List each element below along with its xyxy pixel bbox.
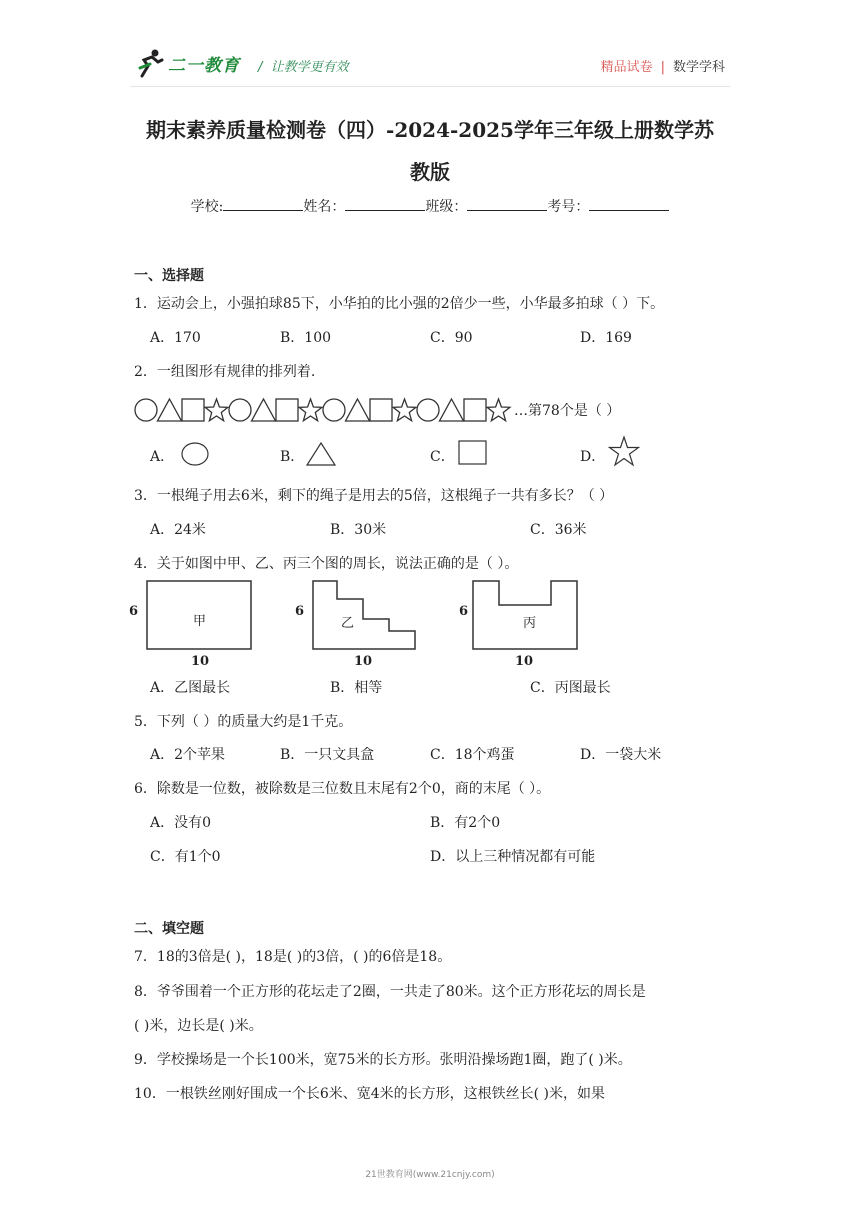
q5-option-c[interactable]: C．18个鸡蛋: [430, 747, 515, 763]
school-field[interactable]: [223, 198, 303, 211]
perimeter-figures: [125, 575, 585, 670]
q4-option-b[interactable]: B．相等: [330, 680, 383, 696]
q4-option-c[interactable]: C．丙图最长: [530, 680, 611, 696]
fig1-label: 甲: [193, 614, 207, 629]
sequence-triangle: [158, 399, 182, 421]
q1-option-c[interactable]: C．90: [430, 330, 473, 346]
student-info: [0, 196, 860, 216]
sequence-circle: [417, 399, 439, 421]
circle-icon: [180, 441, 210, 467]
sequence-square: [276, 399, 298, 421]
question-2: 2．一组图形有规律的排列着.: [134, 364, 316, 380]
page-title-line2: 教版: [410, 160, 450, 184]
question-3: 3．一根绳子用去6米，剩下的绳子是用去的5倍，这根绳子一共有多长？（ ）: [134, 488, 614, 504]
sequence-star: [393, 399, 416, 421]
brand-name: 二一教育: [168, 55, 240, 76]
q2-suffix: …第78个是（ ）: [514, 403, 621, 419]
name-label: 姓名：: [303, 199, 346, 215]
q2-option-d[interactable]: D．: [580, 449, 606, 465]
sequence-circle: [229, 399, 251, 421]
section-choice-heading: 一、选择题: [134, 268, 204, 284]
question-8-cont: ( )米，边长是( )米。: [134, 1018, 263, 1034]
q6-option-b[interactable]: B．有2个0: [430, 815, 501, 831]
sequence-star: [487, 399, 510, 421]
page-title: 期末素养质量检测卷（四）-2024-2025学年三年级上册数学苏: [146, 118, 714, 142]
q5-option-a[interactable]: A．2个苹果: [150, 747, 226, 763]
q4-option-a[interactable]: A．乙图最长: [150, 680, 231, 696]
header-tags: [601, 56, 725, 75]
fig2-staircase: [313, 581, 415, 649]
question-10: 10．一根铁丝刚好围成一个长6米、宽4米的长方形，这根铁丝长( )米，如果: [134, 1086, 606, 1102]
sequence-square: [370, 399, 392, 421]
square-icon: [458, 440, 488, 466]
sequence-star: [205, 399, 228, 421]
q1-option-a[interactable]: A．170: [150, 330, 201, 346]
star-icon: [608, 435, 640, 469]
question-9: 9．学校操场是一个长100米，宽75米的长方形。张明沿操场跑1圈，跑了( )米。: [134, 1052, 632, 1068]
q6-option-d[interactable]: D．以上三种情况都有可能: [430, 849, 596, 865]
q2-option-a[interactable]: A．: [150, 449, 175, 465]
q2-option-c[interactable]: C．: [430, 449, 455, 465]
school-label: 学校:: [190, 199, 224, 215]
fig3-width-label: 10: [515, 654, 534, 669]
fig1-height-label: 6: [129, 604, 139, 619]
question-7: 7．18的3倍是( )，18是( )的3倍，( )的6倍是18。: [134, 949, 452, 965]
question-8: 8．爷爷围着一个正方形的花坛走了2圈，一共走了80米。这个正方形花坛的周长是: [134, 984, 646, 1000]
sequence-triangle: [252, 399, 276, 421]
section-fill-heading: 二、填空题: [134, 921, 204, 937]
sequence-square: [182, 399, 204, 421]
fig3-notched-rectangle: [473, 581, 577, 649]
q1-option-d[interactable]: D．169: [580, 330, 632, 346]
number-field[interactable]: [589, 198, 669, 211]
footer-source: 21世教育网(www.21cnjy.com): [365, 1170, 495, 1180]
brand-logo: [138, 48, 240, 78]
sequence-triangle: [440, 399, 464, 421]
runner-icon: [138, 48, 164, 78]
q1-option-b[interactable]: B．100: [280, 330, 332, 346]
class-label: 班级：: [425, 199, 468, 215]
q6-option-c[interactable]: C．有1个0: [150, 849, 221, 865]
shape-sequence-figure: [134, 396, 514, 424]
number-label: 考号：: [547, 199, 590, 215]
sequence-triangle: [346, 399, 370, 421]
q3-option-c[interactable]: C．36米: [530, 522, 587, 538]
header-divider: [130, 86, 730, 87]
triangle-icon: [305, 441, 337, 467]
sequence-circle: [135, 399, 157, 421]
slogan: / 让教学更有效: [258, 60, 349, 75]
class-field[interactable]: [467, 198, 547, 211]
fig3-label: 丙: [523, 616, 537, 631]
q3-option-b[interactable]: B．30米: [330, 522, 387, 538]
sequence-circle: [323, 399, 345, 421]
question-1: 1．运动会上，小强拍球85下，小华拍的比小强的2倍少一些，小华最多拍球（ ）下。: [134, 296, 665, 312]
question-4: 4．关于如图中甲、乙、丙三个图的周长，说法正确的是（ ）。: [134, 556, 519, 572]
sequence-star: [299, 399, 322, 421]
fig1-width-label: 10: [191, 654, 210, 669]
sequence-square: [464, 399, 486, 421]
shape-sequence: [134, 396, 620, 424]
tag-separator: |: [660, 60, 665, 75]
fig2-width-label: 10: [354, 654, 373, 669]
question-5: 5．下列（ ）的质量大约是1千克。: [134, 714, 353, 730]
tag-subject: 数学学科: [672, 60, 725, 75]
q2-option-b[interactable]: B．: [280, 449, 305, 465]
fig3-height-label: 6: [459, 604, 469, 619]
q3-option-a[interactable]: A．24米: [150, 522, 206, 538]
name-field[interactable]: [345, 198, 425, 211]
fig2-label: 乙: [341, 616, 355, 631]
question-6: 6．除数是一位数，被除数是三位数且末尾有2个0，商的末尾（ ）。: [134, 781, 551, 797]
q6-option-a[interactable]: A．没有0: [150, 815, 212, 831]
q5-option-d[interactable]: D．一袋大米: [580, 747, 662, 763]
fig2-height-label: 6: [295, 604, 305, 619]
tag-quality: 精品试卷: [600, 60, 653, 75]
q5-option-b[interactable]: B．一只文具盒: [280, 747, 375, 763]
